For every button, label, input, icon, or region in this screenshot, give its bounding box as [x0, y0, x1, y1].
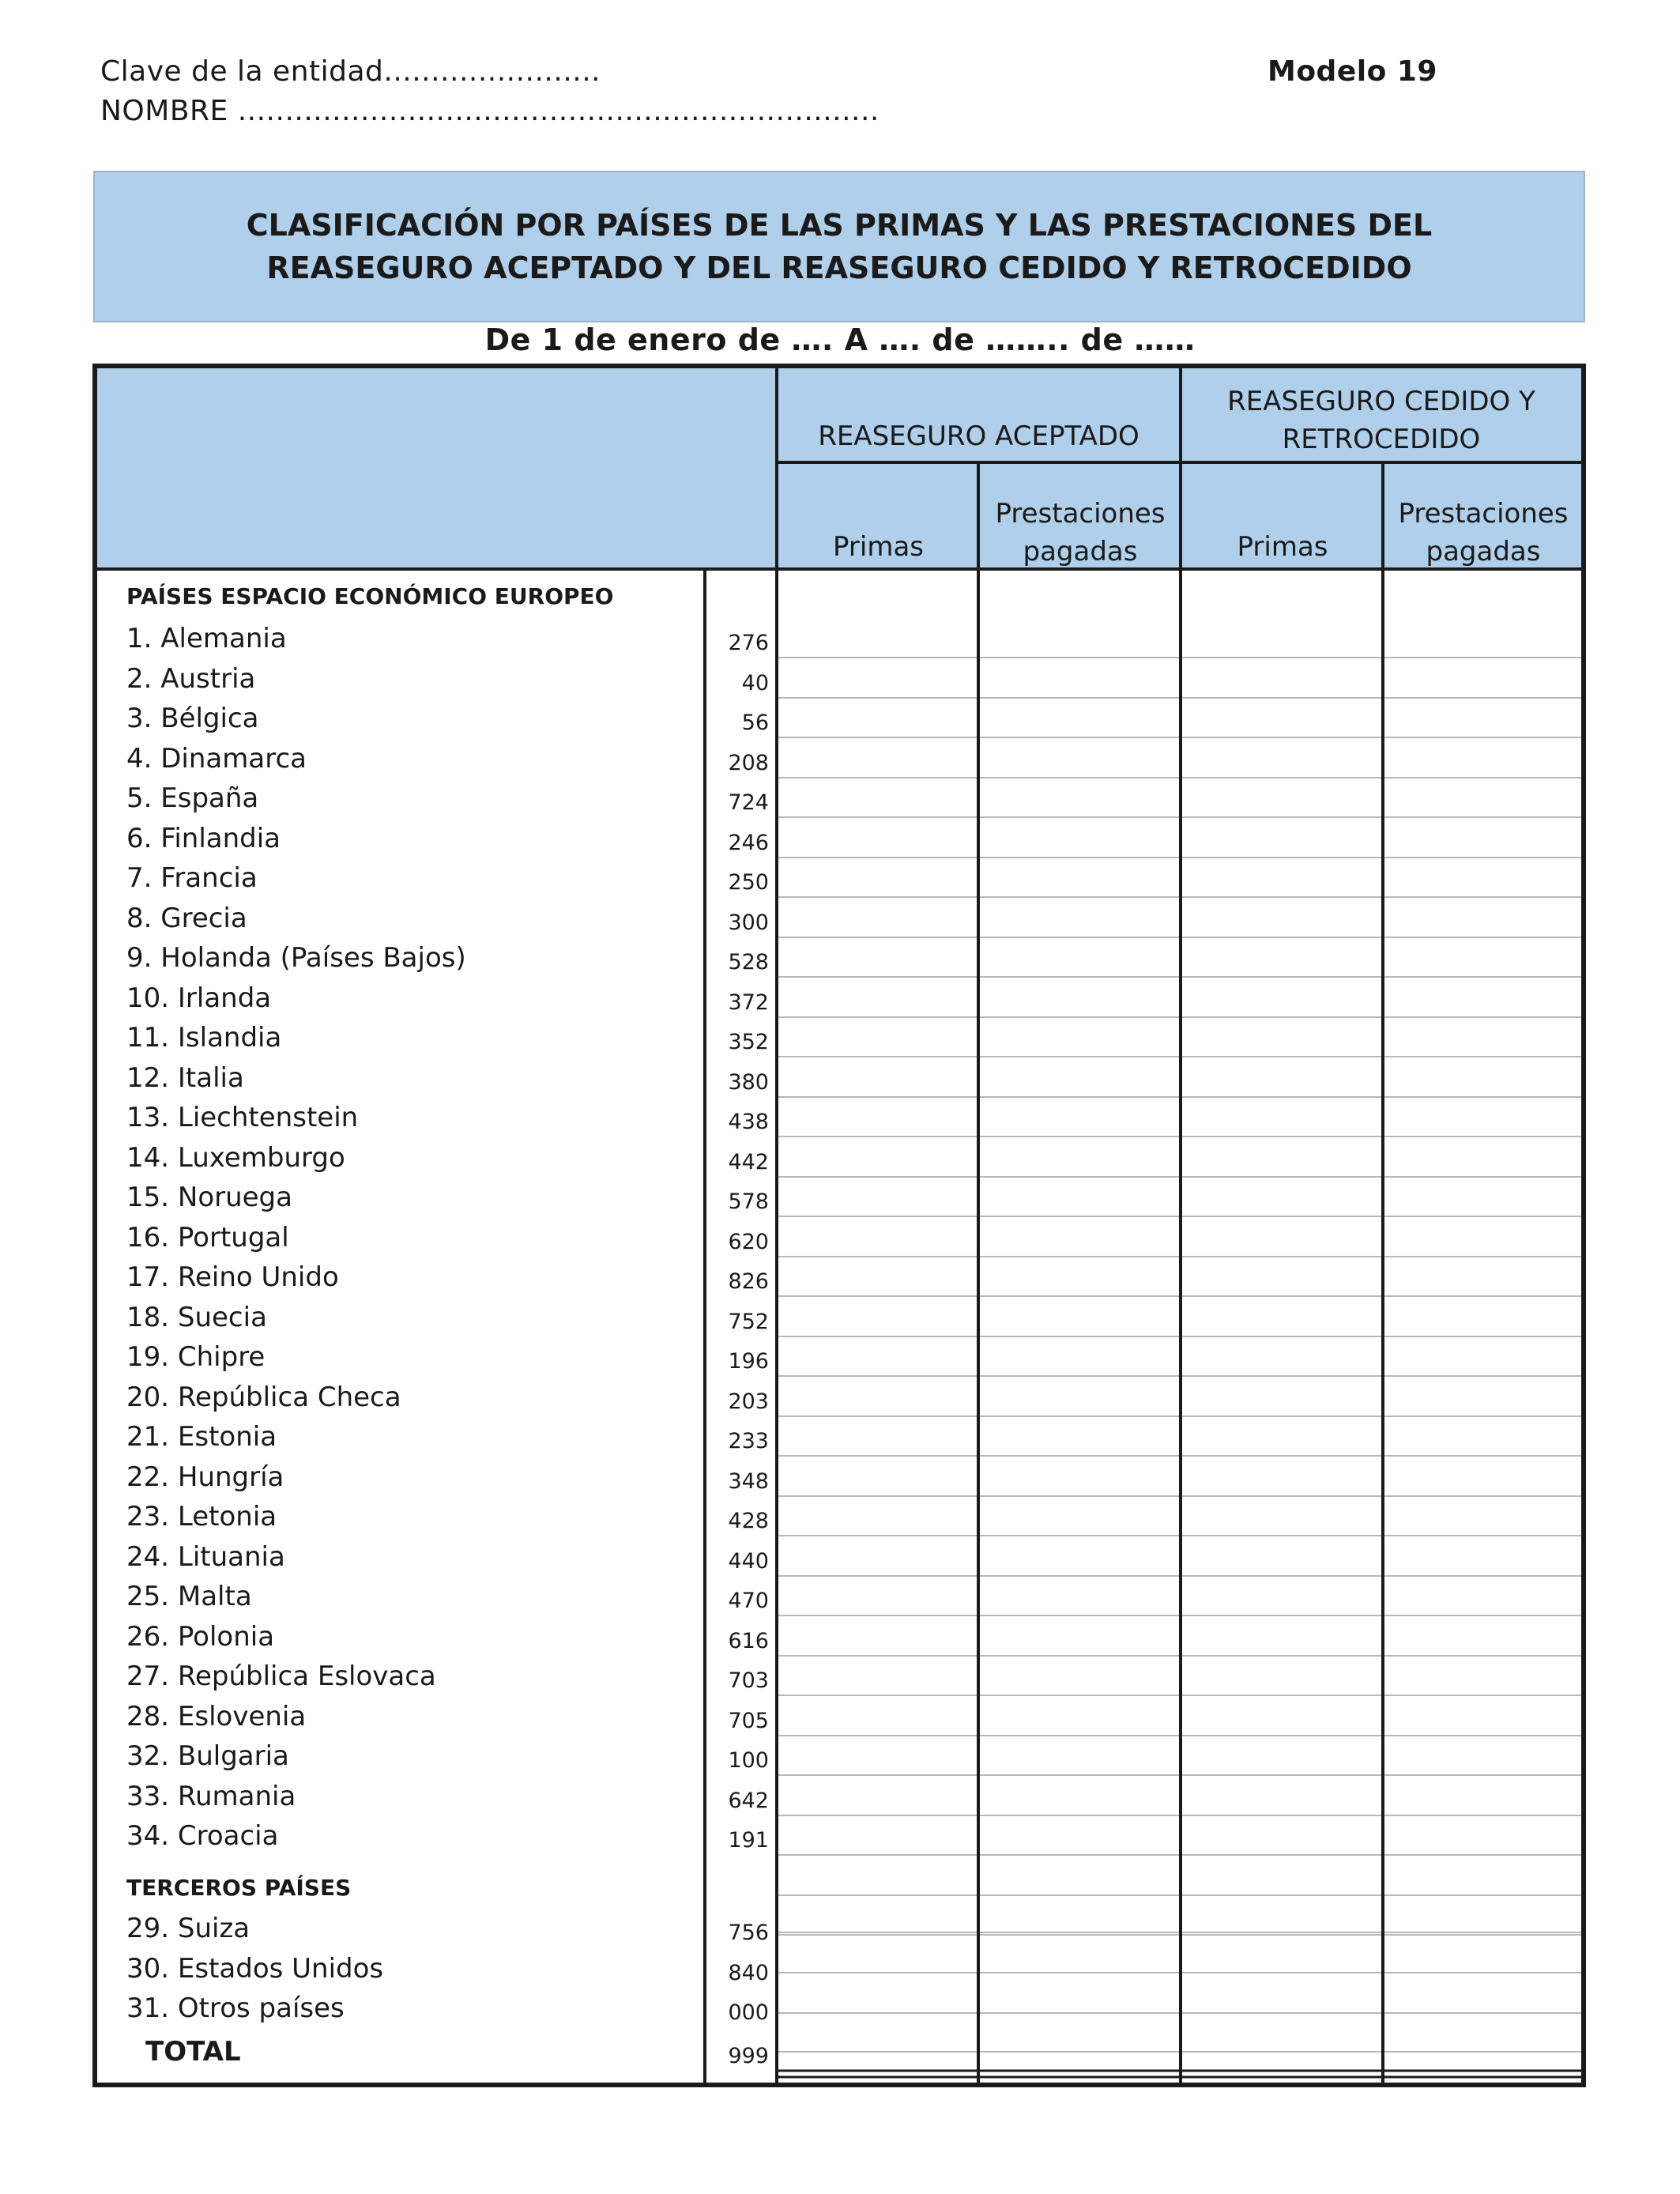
country-label: 34. Croacia	[126, 1820, 279, 1852]
nombre-label: NOMBRE ....................................................................	[100, 95, 880, 127]
period-line: De 1 de enero de …. A …. de …….. de ……	[484, 322, 1196, 357]
country-label: 18. Suecia	[126, 1302, 267, 1333]
country-code: 840	[728, 1961, 769, 1985]
country-label: 2. Austria	[126, 663, 256, 695]
country-label: 6. Finlandia	[126, 823, 281, 854]
col-prest-line-1: Prestaciones	[1398, 498, 1569, 530]
country-label: 31. Otros países	[126, 1992, 345, 2024]
total-label: TOTAL	[145, 2036, 241, 2068]
col-prest-line-2: pagadas	[1023, 536, 1138, 567]
country-label: 26. Polonia	[126, 1621, 275, 1653]
country-label: 13. Liechtenstein	[126, 1102, 359, 1133]
clave-entidad-label: Clave de la entidad.......................	[100, 55, 601, 88]
section-eee-label: PAÍSES ESPACIO ECONÓMICO EUROPEO	[126, 583, 614, 609]
country-label: 11. Islandia	[126, 1022, 282, 1054]
group-cedido	[1182, 383, 1580, 458]
country-code: 428	[728, 1509, 769, 1533]
col-aceptado-prestaciones	[980, 495, 1181, 571]
country-code: 380	[728, 1070, 769, 1095]
country-code: 208	[728, 751, 769, 775]
country-label: 22. Hungría	[126, 1461, 284, 1493]
country-label: 8. Grecia	[126, 903, 247, 934]
country-code: 578	[728, 1189, 769, 1214]
country-label: 30. Estados Unidos	[126, 1953, 384, 1985]
group-cedido-line-2: RETROCEDIDO	[1282, 424, 1481, 455]
country-label: 7. Francia	[126, 862, 258, 894]
group-cedido-line-1: REASEGURO CEDIDO Y	[1227, 386, 1535, 417]
country-label: 12. Italia	[126, 1062, 244, 1094]
country-label: 29. Suiza	[126, 1913, 250, 1944]
country-code: 642	[728, 1789, 769, 1813]
country-code: 703	[728, 1668, 769, 1693]
country-code: 616	[728, 1629, 769, 1653]
country-label: 10. Irlanda	[126, 982, 272, 1014]
country-code: 470	[728, 1589, 769, 1613]
country-label: 14. Luxemburgo	[126, 1142, 345, 1174]
title-line-2: REASEGURO ACEPTADO Y DEL REASEGURO CEDIDO Y RETROCEDIDO	[266, 251, 1412, 285]
country-code: 233	[728, 1429, 769, 1453]
country-code: 40	[741, 671, 769, 696]
country-code: 56	[741, 711, 769, 735]
country-label: 27. República Eslovaca	[126, 1661, 436, 1692]
country-code: 191	[728, 1828, 769, 1853]
country-code: 440	[728, 1549, 769, 1574]
col-cedido-primas: Primas	[1237, 531, 1328, 563]
country-code: 100	[728, 1748, 769, 1773]
country-code: 372	[728, 990, 769, 1015]
country-label: 21. Estonia	[126, 1421, 277, 1453]
country-label: 16. Portugal	[126, 1222, 289, 1253]
country-label: 3. Bélgica	[126, 703, 259, 734]
country-label: 25. Malta	[126, 1581, 252, 1612]
col-prest-line-1: Prestaciones	[995, 498, 1166, 530]
country-label: 17. Reino Unido	[126, 1261, 339, 1293]
country-label: 15. Noruega	[126, 1182, 292, 1213]
country-label: 5. España	[126, 782, 259, 814]
col-cedido-prestaciones	[1384, 495, 1582, 571]
country-code: 705	[728, 1709, 769, 1733]
country-label: 23. Letonia	[126, 1501, 277, 1532]
col-prest-line-2: pagadas	[1426, 536, 1541, 567]
country-code: 752	[728, 1310, 769, 1334]
country-code: 724	[728, 790, 769, 815]
table-border	[95, 366, 1584, 2085]
country-code: 620	[728, 1230, 769, 1254]
title-line-1: CLASIFICACIÓN POR PAÍSES DE LAS PRIMAS Y LAS PRESTACIONES DEL	[246, 208, 1433, 243]
country-label: 20. República Checa	[126, 1382, 401, 1413]
country-code: 352	[728, 1030, 769, 1054]
country-code: 300	[728, 910, 769, 935]
country-label: 32. Bulgaria	[126, 1740, 289, 1772]
country-code: 276	[728, 631, 769, 655]
country-code: 756	[728, 1921, 769, 1945]
country-code: 528	[728, 950, 769, 974]
country-code: 246	[728, 831, 769, 855]
section-terceros-label: TERCEROS PAÍSES	[126, 1875, 352, 1901]
country-code: 348	[728, 1469, 769, 1494]
country-code: 826	[728, 1269, 769, 1294]
country-label: 19. Chipre	[126, 1341, 266, 1373]
country-code: 196	[728, 1349, 769, 1374]
group-aceptado: REASEGURO ACEPTADO	[818, 420, 1139, 452]
country-code: 442	[728, 1150, 769, 1174]
col-aceptado-primas: Primas	[833, 531, 924, 563]
country-code: 000	[728, 2000, 769, 2025]
country-label: 24. Lituania	[126, 1541, 285, 1573]
modelo-number: Modelo 19	[1268, 55, 1437, 88]
country-label: 9. Holanda (Países Bajos)	[126, 942, 466, 974]
total-code: 999	[728, 2044, 769, 2068]
country-code: 438	[728, 1110, 769, 1134]
country-label: 28. Eslovenia	[126, 1701, 307, 1732]
country-label: 33. Rumania	[126, 1781, 296, 1812]
country-label: 4. Dinamarca	[126, 743, 307, 775]
country-code: 203	[728, 1389, 769, 1414]
country-code: 250	[728, 870, 769, 895]
country-label: 1. Alemania	[126, 623, 287, 654]
